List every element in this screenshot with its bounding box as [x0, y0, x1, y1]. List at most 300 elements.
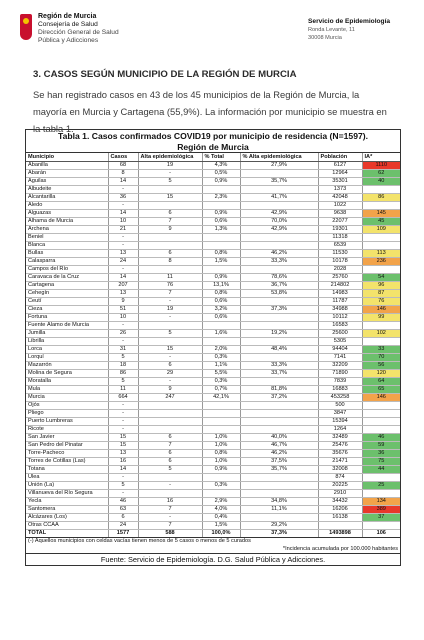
cell-pct-alta	[240, 490, 318, 498]
cell-poblacion: 34432	[318, 498, 362, 506]
cell-casos: -	[108, 410, 138, 418]
cell-pct-total: 0,4%	[202, 514, 240, 522]
cell-poblacion: 11318	[318, 234, 362, 242]
col-pct-total: % Total	[202, 153, 240, 162]
cell-pct-alta	[240, 242, 318, 250]
cell-ia	[362, 338, 400, 346]
cell-municipio: Lorquí	[26, 354, 108, 362]
cell-casos: -	[108, 490, 138, 498]
cell-alta: 7	[138, 442, 202, 450]
cell-pct-alta: 33,7%	[240, 370, 318, 378]
col-pct-alta: % Alta epidemiológica	[240, 153, 318, 162]
cell-casos: -	[108, 426, 138, 434]
cell-alta	[138, 338, 202, 346]
cell-pct-alta: 34,8%	[240, 498, 318, 506]
cell-casos: 36	[108, 194, 138, 202]
cell-pct-total: 0,5%	[202, 170, 240, 178]
cell-municipio: Mula	[26, 386, 108, 394]
cell-ia: 36	[362, 450, 400, 458]
cell-pct-alta	[240, 474, 318, 482]
cell-alta: -	[138, 314, 202, 322]
total-alta: 588	[138, 530, 202, 538]
cell-poblacion: 7839	[318, 378, 362, 386]
cell-casos: 24	[108, 258, 138, 266]
table-row	[26, 354, 400, 362]
cell-pct-alta	[240, 378, 318, 386]
cell-pct-alta	[240, 426, 318, 434]
table-row	[26, 290, 400, 298]
cell-pct-total: 0,8%	[202, 290, 240, 298]
cell-alta: 7	[138, 218, 202, 226]
cell-municipio: Ulea	[26, 474, 108, 482]
table-row	[26, 402, 400, 410]
table-row	[26, 242, 400, 250]
cell-alta	[138, 186, 202, 194]
cell-alta: 7	[138, 290, 202, 298]
cell-pct-total: 5,5%	[202, 370, 240, 378]
cell-municipio: Torres de Cotillas (Las)	[26, 458, 108, 466]
cell-alta: 6	[138, 450, 202, 458]
table-row	[26, 178, 400, 186]
cell-pct-alta	[240, 298, 318, 306]
table-source: Fuente: Servicio de Epidemiología. D.G. Salud Pública y Adicciones.	[26, 553, 400, 565]
cell-ia: 86	[362, 194, 400, 202]
cell-casos: 86	[108, 370, 138, 378]
org-directorate-2: Pública y Adicciones	[38, 37, 99, 44]
cell-casos: 51	[108, 306, 138, 314]
cell-casos: -	[108, 418, 138, 426]
footnote-incidence: *Incidencia acumulada por 100.000 habitantes	[282, 545, 398, 552]
cell-pct-total: 0,3%	[202, 354, 240, 362]
cell-pct-alta: 11,1%	[240, 506, 318, 514]
cell-alta	[138, 266, 202, 274]
table-row	[26, 346, 400, 354]
cell-pct-total: 0,3%	[202, 378, 240, 386]
cell-municipio: Fuente Álamo de Murcia	[26, 322, 108, 330]
table-row	[26, 162, 400, 170]
cell-ia: 40	[362, 178, 400, 186]
table-row	[26, 490, 400, 498]
cell-pct-total	[202, 474, 240, 482]
cell-casos: -	[108, 338, 138, 346]
cell-pct-total: 4,0%	[202, 506, 240, 514]
cell-pct-total: 0,3%	[202, 482, 240, 490]
cell-pct-total	[202, 338, 240, 346]
cell-poblacion: 25476	[318, 442, 362, 450]
table-row	[26, 234, 400, 242]
cell-municipio: Ojós	[26, 402, 108, 410]
cell-poblacion: 35676	[318, 450, 362, 458]
cell-pct-total	[202, 410, 240, 418]
cell-pct-total: 1,0%	[202, 434, 240, 442]
cell-ia: 146	[362, 394, 400, 402]
cell-alta	[138, 234, 202, 242]
cell-ia: 54	[362, 274, 400, 282]
table-row	[26, 378, 400, 386]
cell-municipio: Molina de Segura	[26, 370, 108, 378]
organization-block	[38, 13, 119, 45]
cell-poblacion: 15394	[318, 418, 362, 426]
cell-municipio: Murcia	[26, 394, 108, 402]
table-row	[26, 306, 400, 314]
cell-pct-total: 13,1%	[202, 282, 240, 290]
cell-municipio: Calasparra	[26, 258, 108, 266]
cell-pct-alta	[240, 170, 318, 178]
table-row	[26, 386, 400, 394]
cell-pct-alta: 70,0%	[240, 218, 318, 226]
cell-pct-alta	[240, 402, 318, 410]
cell-pct-total	[202, 234, 240, 242]
cell-pct-alta: 48,4%	[240, 346, 318, 354]
cell-ia: 120	[362, 370, 400, 378]
total-population: 1493898	[318, 530, 362, 538]
cell-municipio: San Pedro del Pinatar	[26, 442, 108, 450]
cell-casos: 14	[108, 210, 138, 218]
cell-alta: 5	[138, 466, 202, 474]
table-row	[26, 522, 400, 530]
cell-alta	[138, 322, 202, 330]
table-row	[26, 442, 400, 450]
cell-casos: 5	[108, 354, 138, 362]
cell-pct-alta: 78,6%	[240, 274, 318, 282]
cell-poblacion: 874	[318, 474, 362, 482]
cell-pct-alta: 37,5%	[240, 458, 318, 466]
cell-alta: 11	[138, 274, 202, 282]
cell-pct-alta	[240, 482, 318, 490]
cell-casos: 24	[108, 522, 138, 530]
cell-pct-total: 1,5%	[202, 522, 240, 530]
service-name: Servicio de Epidemiología	[308, 18, 391, 25]
cell-casos: 14	[108, 466, 138, 474]
cell-pct-alta: 40,0%	[240, 434, 318, 442]
cell-casos: 26	[108, 330, 138, 338]
cell-alta: 16	[138, 498, 202, 506]
cell-ia	[362, 410, 400, 418]
table-row	[26, 338, 400, 346]
cell-poblacion: 2910	[318, 490, 362, 498]
table-row	[26, 250, 400, 258]
cell-municipio: Unión (La)	[26, 482, 108, 490]
cell-ia: 134	[362, 498, 400, 506]
cell-casos: 14	[108, 274, 138, 282]
cell-casos: 15	[108, 434, 138, 442]
cell-municipio: Otras CCAA	[26, 522, 108, 530]
cell-poblacion: 9638	[318, 210, 362, 218]
cell-municipio: Alcantarilla	[26, 194, 108, 202]
cell-casos: 13	[108, 450, 138, 458]
cell-municipio: Santomera	[26, 506, 108, 514]
table-row	[26, 434, 400, 442]
cell-casos: 31	[108, 346, 138, 354]
cell-pct-total	[202, 266, 240, 274]
table-row	[26, 202, 400, 210]
cell-pct-total	[202, 402, 240, 410]
cell-pct-total: 1,5%	[202, 258, 240, 266]
cell-pct-total	[202, 426, 240, 434]
cell-casos: 14	[108, 178, 138, 186]
cell-poblacion: 6127	[318, 162, 362, 170]
cell-poblacion: 11530	[318, 250, 362, 258]
col-alta: Alta epidemiológica	[138, 153, 202, 162]
cell-poblacion: 32489	[318, 434, 362, 442]
cell-alta	[138, 474, 202, 482]
col-poblacion: Población	[318, 153, 362, 162]
cell-poblacion: 32008	[318, 466, 362, 474]
letterhead	[0, 0, 424, 62]
cell-casos: 10	[108, 218, 138, 226]
cell-ia: 56	[362, 362, 400, 370]
cell-poblacion: 71890	[318, 370, 362, 378]
table-row	[26, 362, 400, 370]
cell-alta: 29	[138, 370, 202, 378]
cell-ia: 109	[362, 226, 400, 234]
cell-ia	[362, 242, 400, 250]
cell-municipio: Jumilla	[26, 330, 108, 338]
cell-pct-total: 1,3%	[202, 226, 240, 234]
cell-pct-total	[202, 202, 240, 210]
cell-poblacion: 6539	[318, 242, 362, 250]
cell-casos: 11	[108, 386, 138, 394]
cell-ia: 59	[362, 442, 400, 450]
cell-pct-total: 0,6%	[202, 298, 240, 306]
col-ia: IA*	[362, 153, 400, 162]
cell-poblacion: 14983	[318, 290, 362, 298]
cell-ia: 389	[362, 506, 400, 514]
cell-ia: 65	[362, 386, 400, 394]
municipality-table	[25, 129, 401, 566]
cell-pct-total: 0,9%	[202, 210, 240, 218]
cell-alta: 7	[138, 522, 202, 530]
cell-pct-total	[202, 418, 240, 426]
total-cases: 1577	[108, 530, 138, 538]
cell-poblacion: 5305	[318, 338, 362, 346]
cell-poblacion: 10178	[318, 258, 362, 266]
cell-poblacion: 25760	[318, 274, 362, 282]
cell-pct-alta	[240, 514, 318, 522]
cell-alta	[138, 426, 202, 434]
cell-alta: 15	[138, 346, 202, 354]
cell-municipio: Pliego	[26, 410, 108, 418]
col-casos: Casos	[108, 153, 138, 162]
cell-ia	[362, 186, 400, 194]
cell-municipio: Yecla	[26, 498, 108, 506]
cell-alta	[138, 410, 202, 418]
cell-pct-alta: 33,3%	[240, 362, 318, 370]
table-caption-subtitle: Región de Murcia	[177, 141, 249, 152]
cell-pct-total: 2,3%	[202, 194, 240, 202]
cell-casos: 13	[108, 290, 138, 298]
cell-poblacion: 214802	[318, 282, 362, 290]
cell-casos: 207	[108, 282, 138, 290]
table-row	[26, 258, 400, 266]
cell-pct-total: 1,6%	[202, 330, 240, 338]
table-row	[26, 170, 400, 178]
cell-municipio: Abanilla	[26, 162, 108, 170]
cell-poblacion: 500	[318, 402, 362, 410]
table-row	[26, 210, 400, 218]
cell-poblacion: 34988	[318, 306, 362, 314]
cell-ia	[362, 474, 400, 482]
cell-pct-total	[202, 242, 240, 250]
table-row	[26, 482, 400, 490]
table-row	[26, 226, 400, 234]
cell-pct-total: 1,0%	[202, 458, 240, 466]
cell-municipio: Beniel	[26, 234, 108, 242]
cell-pct-total: 42,1%	[202, 394, 240, 402]
cell-poblacion: 20225	[318, 482, 362, 490]
cell-casos: -	[108, 234, 138, 242]
cell-alta: 19	[138, 306, 202, 314]
cell-poblacion: 1022	[318, 202, 362, 210]
cell-municipio: Fortuna	[26, 314, 108, 322]
table-row	[26, 458, 400, 466]
cell-pct-alta: 42,9%	[240, 210, 318, 218]
table-row	[26, 418, 400, 426]
cell-municipio: Villanueva del Río Segura	[26, 490, 108, 498]
cell-alta: 19	[138, 162, 202, 170]
cell-poblacion: 16138	[318, 514, 362, 522]
cell-ia: 33	[362, 346, 400, 354]
cell-ia: 99	[362, 314, 400, 322]
cell-casos: 13	[108, 250, 138, 258]
table-row	[26, 514, 400, 522]
cell-pct-total: 0,8%	[202, 250, 240, 258]
cell-poblacion: 25600	[318, 330, 362, 338]
cell-ia	[362, 322, 400, 330]
cell-alta: 5	[138, 330, 202, 338]
cell-pct-alta	[240, 338, 318, 346]
table-row	[26, 450, 400, 458]
cell-alta: 9	[138, 386, 202, 394]
cell-casos: -	[108, 322, 138, 330]
cell-pct-total: 2,9%	[202, 498, 240, 506]
cell-pct-total	[202, 186, 240, 194]
cell-pct-total: 0,6%	[202, 218, 240, 226]
cell-casos: -	[108, 202, 138, 210]
cell-poblacion: 16206	[318, 506, 362, 514]
cell-pct-alta: 29,2%	[240, 522, 318, 530]
cell-alta	[138, 418, 202, 426]
cell-pct-total: 2,0%	[202, 346, 240, 354]
cell-casos: 21	[108, 226, 138, 234]
cell-casos: 18	[108, 362, 138, 370]
cell-ia	[362, 490, 400, 498]
cell-poblacion	[318, 522, 362, 530]
cell-casos: 5	[108, 482, 138, 490]
cell-municipio: Blanca	[26, 242, 108, 250]
cell-pct-total: 0,9%	[202, 178, 240, 186]
cell-municipio: Abarán	[26, 170, 108, 178]
cell-municipio: Cieza	[26, 306, 108, 314]
cell-casos: 16	[108, 458, 138, 466]
table-total-row	[26, 530, 400, 538]
org-name: Región de Murcia	[38, 13, 97, 20]
cell-pct-total: 0,9%	[202, 274, 240, 282]
cell-poblacion: 11787	[318, 298, 362, 306]
cell-alta: 5	[138, 178, 202, 186]
cell-casos: 63	[108, 506, 138, 514]
cell-ia: 236	[362, 258, 400, 266]
cell-pct-alta: 19,2%	[240, 330, 318, 338]
cell-pct-total: 0,7%	[202, 386, 240, 394]
cell-ia: 1110	[362, 162, 400, 170]
cell-alta	[138, 202, 202, 210]
cell-municipio: Torre-Pacheco	[26, 450, 108, 458]
cell-pct-alta	[240, 314, 318, 322]
cell-pct-alta: 41,7%	[240, 194, 318, 202]
cell-poblacion: 22077	[318, 218, 362, 226]
cell-pct-alta	[240, 266, 318, 274]
footnote-empty-cells: (-) Aquellos municipios con celdas vacías tienen menos de 5 casos o menos de 5 curados	[26, 537, 400, 546]
cell-pct-total: 0,9%	[202, 466, 240, 474]
table-row	[26, 474, 400, 482]
table-row	[26, 266, 400, 274]
table-row	[26, 314, 400, 322]
org-directorate: Dirección General de Salud	[38, 29, 119, 36]
cell-municipio: Albudeite	[26, 186, 108, 194]
table-row	[26, 370, 400, 378]
service-address: Ronda Levante, 11	[308, 27, 355, 33]
cell-pct-alta: 46,2%	[240, 250, 318, 258]
table-row	[26, 194, 400, 202]
cell-casos: 15	[108, 442, 138, 450]
table-caption	[26, 130, 400, 153]
cell-casos: 8	[108, 170, 138, 178]
cell-pct-alta: 37,2%	[240, 394, 318, 402]
cell-casos: 9	[108, 298, 138, 306]
cell-pct-total: 1,1%	[202, 362, 240, 370]
table-row	[26, 298, 400, 306]
total-pct: 100,0%	[202, 530, 240, 538]
cell-poblacion: 16583	[318, 322, 362, 330]
region-crest-icon	[20, 14, 32, 40]
cell-municipio: Ricote	[26, 426, 108, 434]
cell-pct-total: 1,0%	[202, 442, 240, 450]
cell-poblacion: 10112	[318, 314, 362, 322]
table-row	[26, 218, 400, 226]
cell-municipio: Cehegín	[26, 290, 108, 298]
service-postcode: 30008 Murcia	[308, 35, 342, 41]
table-row	[26, 410, 400, 418]
total-ia: 106	[362, 530, 400, 538]
cell-alta: 6	[138, 210, 202, 218]
cell-ia: 145	[362, 210, 400, 218]
cell-poblacion: 453258	[318, 394, 362, 402]
cell-municipio: Aguilas	[26, 178, 108, 186]
cell-municipio: Cartagena	[26, 282, 108, 290]
cell-pct-alta	[240, 202, 318, 210]
cell-municipio: Totana	[26, 466, 108, 474]
table-row	[26, 274, 400, 282]
cell-ia	[362, 266, 400, 274]
cell-alta: 6	[138, 458, 202, 466]
cell-alta: -	[138, 298, 202, 306]
cell-alta: 8	[138, 258, 202, 266]
cell-ia: 45	[362, 218, 400, 226]
cell-poblacion: 3847	[318, 410, 362, 418]
cell-ia: 146	[362, 306, 400, 314]
cell-pct-alta	[240, 354, 318, 362]
cell-ia: 102	[362, 330, 400, 338]
cases-table	[26, 153, 400, 537]
cell-ia: 70	[362, 354, 400, 362]
cell-casos: -	[108, 474, 138, 482]
cell-alta: 9	[138, 226, 202, 234]
cell-pct-total: 0,8%	[202, 450, 240, 458]
cell-pct-total	[202, 322, 240, 330]
cell-pct-total: 3,2%	[202, 306, 240, 314]
cell-ia: 87	[362, 290, 400, 298]
